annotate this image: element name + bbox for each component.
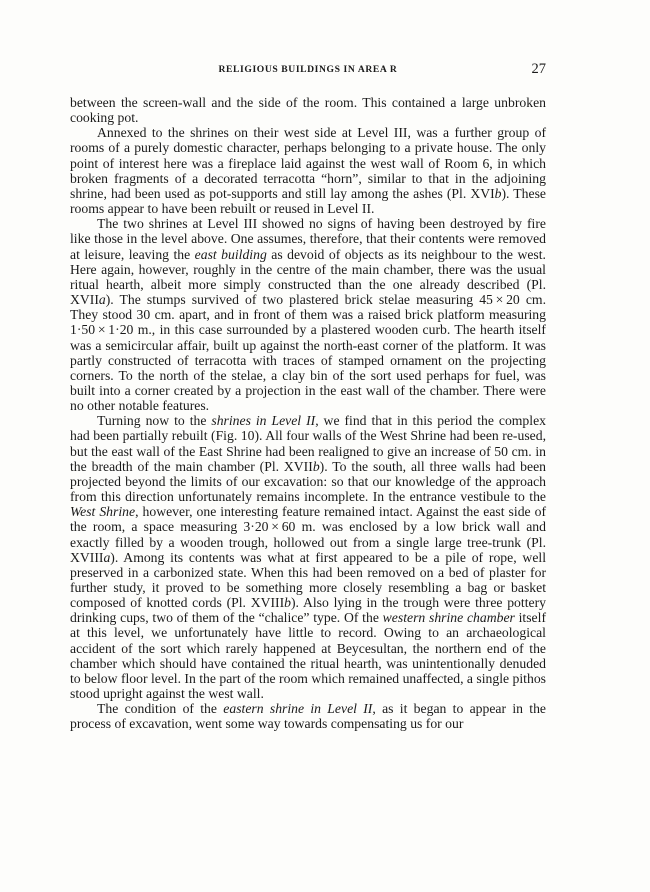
paragraph xyxy=(70,95,546,125)
text-run: The two shrines at Level III showed no signs of having been destroyed by fire like those in the level above. One assumes, therefore, that their contents were removed at leisure, leaving the xyxy=(70,216,546,262)
text-run: , as it began to appear in the process of excavation, went some way towards compensating us for our xyxy=(70,701,547,732)
italic-text: b xyxy=(284,595,291,611)
text-run: , we find that in this period the complex had been partially rebuilt (Fig. 10). All four walls of the West Shrine had been re-used, but the east wall of the East Shrine had been realigned to give an increase of 50 cm. in the breadth of the main chamber (Pl. XVII xyxy=(70,413,547,474)
body-text xyxy=(70,95,546,732)
paragraph xyxy=(70,413,546,701)
text-run: Annexed to the shrines on their west side at Level III, was a further group of rooms of a purely domestic character, perhaps belonging to a private house. The only point of interest here was a fireplace laid against the west wall of Room 6, in which broken fragments of a decorated terracotta “horn”, similar to that in the adjoining shrine, had been used as pot-supports and still lay among the ashes (Pl. XVI xyxy=(70,125,546,201)
running-title: RELIGIOUS BUILDINGS IN AREA R xyxy=(218,64,398,75)
text-run: The condition of the xyxy=(97,701,224,717)
italic-text: b xyxy=(494,185,502,201)
text-run: between the screen-wall and the side of the room. This contained a large unbroken cooking pot. xyxy=(70,95,546,126)
text-run: as devoid of objects as its neighbour to the west. Here again, however, roughly in the centre of the main chamber, there was the usual ritual hearth, albeit more simply constructed than the one already described (Pl. XVII xyxy=(70,246,546,308)
running-header xyxy=(70,61,546,84)
text-run: Turning now to the xyxy=(97,413,212,429)
text-run: ). These rooms appear to have been rebuilt or reused in Level II. xyxy=(70,185,546,217)
italic-text: a xyxy=(98,292,106,308)
text-run: ). Among its contents was what at first appeared to be a pile of rope, well preserved in a carbonized state. When this had been removed on a bed of plaster for further study, it proved to be something more closely resembling a bag or basket composed of knotted cords (Pl. XVIII xyxy=(70,549,546,611)
italic-text: a xyxy=(103,549,111,565)
italic-text: b xyxy=(312,458,320,474)
text-run: itself at this level, we unfortunately have little to record. Owing to an archaeological accident of the sort which rarely happened at Beycesultan, the northern end of the chamber which should have contained the ritual hearth, was unintentionally denuded to below floor level. In the part of the room which remained unaffected, a single pithos stood upright against the west wall. xyxy=(70,610,547,702)
text-run: ). The stumps survived of two plastered brick stelae measuring 45 × 20 cm. They stood 30 cm. apart, and in front of them was a raised brick platform measuring 1·50 × 1·20 m., in this case surrounded by a plastered wooden curb. The hearth itself was a semicircular affair, built up against the north-east corner of the platform. It was partly constructed of terracotta with traces of stamped ornament on the projecting corners. To the north of the stelae, a clay bin of the sort used perhaps for fuel, was built into a corner created by a projection in the east wall of the chamber. There were no other notable features. xyxy=(70,292,546,414)
italic-text: east building xyxy=(194,246,267,262)
italic-text: shrines in Level II xyxy=(211,413,316,429)
page-number: 27 xyxy=(531,61,546,77)
text-run: ). To the south, all three walls had been projected beyond the limits of our excavation: so that our knowledge of the approach from this direction unfortunately remains incomplete. In the entrance vestibule to the xyxy=(70,458,546,505)
italic-text: western shrine chamber xyxy=(382,610,515,626)
italic-text: West Shrine xyxy=(70,504,136,520)
italic-text: eastern shrine in Level II xyxy=(223,701,373,717)
text-run: ). Also lying in the trough were three pottery drinking cups, two of them of the “chalice” type. Of the xyxy=(70,595,546,626)
paragraph xyxy=(70,701,546,731)
paragraph xyxy=(70,125,546,216)
paragraph xyxy=(70,216,546,413)
text-run: , however, one interesting feature remained intact. Against the east side of the room, a space measuring 3·20 × 60 m. was enclosed by a low brick wall and exactly filled by a wooden trough, hollowed out from a single large tree-trunk (Pl. XVIII xyxy=(70,504,547,565)
